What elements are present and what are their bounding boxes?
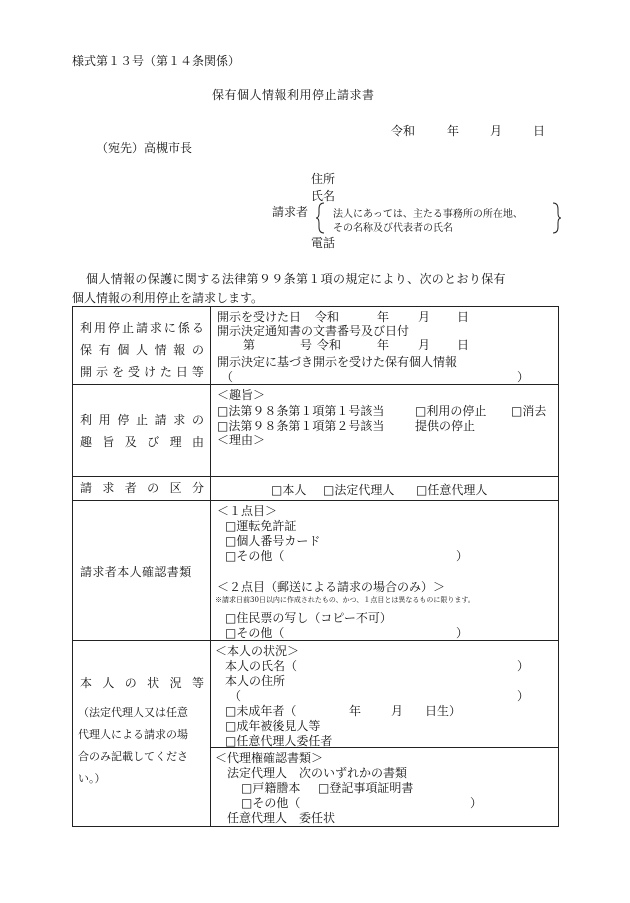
addressee: （宛先）高槻市長	[96, 141, 193, 155]
intro-line1: 個人情報の保護に関する法律第９９条第１項の規定により、次のとおり保有	[86, 272, 506, 286]
label-principal-status	[73, 641, 211, 827]
label-principal-sub1: （法定代理人又は任意	[78, 706, 188, 719]
label-disclosure	[73, 307, 211, 385]
notice-doc-label: 開示決定通知書の文書番号及び日付	[217, 324, 410, 338]
second-doc-note: ※請求日前30日以内に作成されたもの、かつ、１点目とは異なるものに限ります。	[215, 596, 475, 604]
label-disclosure-line3: 開 示 を 受 け た 日 等	[80, 365, 204, 379]
category-content	[211, 477, 559, 501]
row-category	[73, 477, 559, 501]
principal-address-label: 本人の住所	[225, 674, 286, 688]
option-koseki[interactable]: □戸籍謄本	[241, 781, 301, 795]
label-disclosure-line1: 利 用 停 止 請 求 に 係 る	[80, 321, 204, 335]
identity-docs-content	[211, 501, 559, 641]
option-art98-1-2[interactable]: □法第９８条第１項第２号該当	[217, 419, 385, 433]
principal-status-content	[211, 641, 559, 827]
received-era: 令和	[315, 310, 340, 324]
number-year: 年	[377, 338, 390, 352]
option-art98-1-1[interactable]: □法第９８条第１項第１号該当	[217, 404, 385, 418]
form-number: 様式第１３号（第１４条関係）	[72, 54, 241, 68]
principal-name-label: 本人の氏名（	[225, 659, 298, 673]
number-dai: 第	[243, 338, 256, 352]
option-appointer[interactable]: □任意代理人委任者	[225, 734, 333, 748]
row-purpose	[73, 385, 559, 477]
number-era: 令和	[317, 338, 342, 352]
second-doc-header: ＜２点目（郵送による請求の場合のみ）＞	[217, 580, 446, 594]
first-other-close: ）	[456, 549, 469, 563]
principal-name-close: ）	[517, 659, 530, 673]
request-form-table	[72, 306, 559, 827]
disclosed-info-close: ）	[517, 370, 530, 384]
name-label: 氏名	[311, 189, 336, 203]
principal-address-close: ）	[517, 689, 530, 703]
label-purpose-line2: 趣 旨 及 び 理 由	[80, 435, 204, 449]
date-era: 令和	[391, 124, 416, 138]
label-principal-sub2: 代理人による請求の場	[78, 728, 188, 741]
option-minor[interactable]: □未成年者（	[225, 704, 297, 718]
auth-other-close: ）	[470, 796, 483, 810]
row-disclosure	[73, 307, 559, 385]
label-principal-sub4: い。）	[78, 772, 106, 785]
label-principal-sub3: 合のみ記載してくださ	[78, 750, 188, 763]
option-legal-rep[interactable]: □法定代理人	[323, 483, 395, 497]
label-principal-main: 本 人 の 状 況 等	[80, 676, 204, 690]
option-resident-card[interactable]: □住民票の写し（コピー不可）	[225, 611, 392, 625]
option-stop-use[interactable]: □利用の停止	[415, 404, 487, 418]
number-day: 日	[457, 338, 470, 352]
label-identity-docs: 請求者本人確認書類	[73, 501, 211, 641]
received-date-label: 開示を受けた日	[217, 310, 302, 324]
option-second-other[interactable]: □その他（	[225, 626, 285, 640]
date-day: 日	[533, 124, 546, 138]
address-label: 住所	[311, 172, 336, 186]
second-other-close: ）	[456, 626, 469, 640]
requester-label: 請求者	[272, 205, 309, 219]
date-month: 月	[490, 124, 503, 138]
option-license[interactable]: □運転免許証	[225, 519, 297, 533]
phone-label: 電話	[311, 236, 336, 250]
row-identity-docs	[73, 501, 559, 641]
voluntary-rep-docs: 任意代理人 委任状	[227, 811, 336, 825]
legal-rep-docs: 法定代理人 次のいずれかの書類	[227, 766, 408, 780]
disclosed-info-label: 開示決定に基づき開示を受けた保有個人情報	[217, 355, 458, 369]
purpose-content	[211, 385, 559, 477]
received-year: 年	[377, 310, 390, 324]
label-disclosure-line2: 保 有 個 人 情 報 の	[80, 343, 204, 357]
option-adult-guardian[interactable]: □成年被後見人等	[225, 719, 321, 733]
option-stop-provision: 提供の停止	[415, 419, 476, 433]
option-registry[interactable]: □登記事項証明書	[318, 781, 414, 795]
minor-month: 月	[391, 704, 404, 718]
status-header: ＜本人の状況＞	[215, 644, 300, 658]
number-go: 号	[300, 338, 313, 352]
disclosed-info-open: （	[221, 370, 234, 384]
label-purpose-line1: 利 用 停 止 請 求 の	[80, 413, 204, 427]
date-year: 年	[447, 124, 460, 138]
corp-note-line1: 法人にあっては、主たる事務所の所在地、	[333, 209, 523, 220]
purpose-header: ＜趣旨＞	[217, 388, 266, 402]
option-first-other[interactable]: □その他（	[225, 549, 285, 563]
first-doc-header: ＜１点目＞	[217, 504, 278, 518]
row-principal-status	[73, 641, 559, 827]
minor-year: 年	[349, 704, 362, 718]
status-divider	[211, 747, 558, 748]
label-category: 請 求 者 の 区 分	[73, 477, 211, 501]
principal-address-open: （	[229, 689, 242, 703]
number-month: 月	[418, 338, 431, 352]
option-auth-other[interactable]: □その他（	[241, 796, 301, 810]
auth-docs-header: ＜代理権確認書類＞	[215, 751, 324, 765]
option-mynumber-card[interactable]: □個人番号カード	[225, 534, 321, 548]
page-title: 保有個人情報利用停止請求書	[212, 88, 375, 102]
corp-note-line2: その名称及び代表者の氏名	[333, 223, 453, 234]
option-voluntary-rep[interactable]: □任意代理人	[416, 483, 488, 497]
received-day: 日	[457, 310, 470, 324]
option-self[interactable]: □本人	[271, 483, 307, 497]
disclosure-content	[211, 307, 559, 385]
minor-birth: 日生）	[425, 704, 462, 718]
received-month: 月	[418, 310, 431, 324]
option-erase[interactable]: □消去	[511, 404, 547, 418]
reason-header: ＜理由＞	[217, 433, 266, 447]
label-purpose	[73, 385, 211, 477]
intro-line2: 個人情報の利用停止を請求します。	[72, 291, 264, 305]
